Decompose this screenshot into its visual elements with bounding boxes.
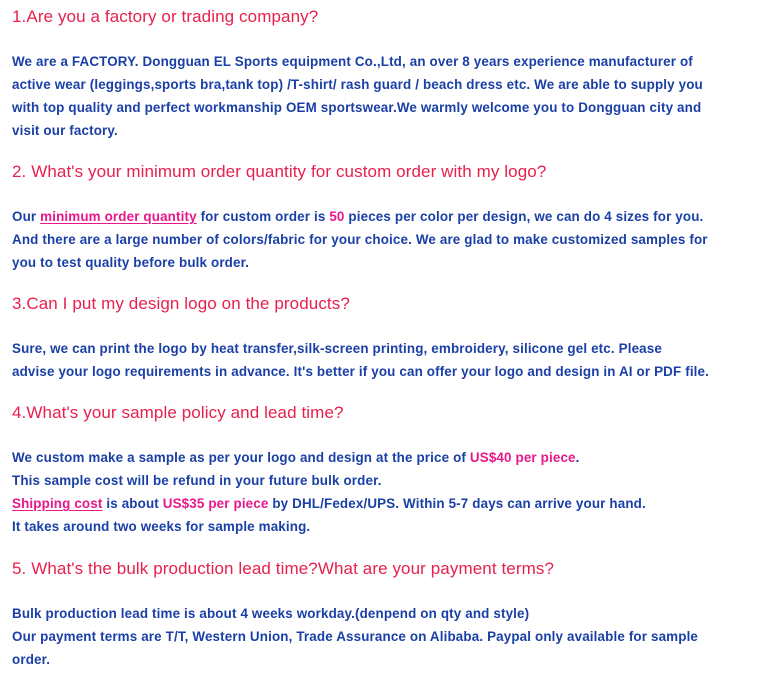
answer-text: by DHL/Fedex/UPS. Within 5-7 days can arrive your hand. — [268, 496, 646, 511]
answer-line: Sure, we can print the logo by heat transfer,silk-screen printing, embroidery, silicone gel etc. Please — [12, 341, 662, 356]
answer-line — [12, 446, 768, 469]
answer-text: We custom make a sample as per your logo and design at the price of — [12, 450, 470, 465]
answer-line: It takes around two weeks for sample making. — [12, 519, 311, 534]
answer-line — [12, 205, 768, 228]
answer-line: Bulk production lead time is about 4 weeks workday.(denpend on qty and style) — [12, 606, 530, 621]
answer-line: advise your logo requirements in advance. It's better if you can offer your logo and design in AI or PDF file. — [12, 364, 710, 379]
faq-question-3: 3.Can I put my design logo on the products? — [12, 294, 350, 313]
answer-line: visit our factory. — [12, 123, 118, 138]
faq-question-2: 2. What's your minimum order quantity for custom order with my logo? — [12, 162, 547, 181]
answer-line: This sample cost will be refund in your future bulk order. — [12, 473, 382, 488]
answer-line — [12, 492, 768, 515]
answer-line: order. — [12, 652, 51, 667]
faq-answer-4 — [12, 446, 768, 538]
answer-line: We are a FACTORY. Dongguan EL Sports equipment Co.,Ltd, an over 8 years experience manufacturer of — [12, 54, 693, 69]
answer-text: for custom order is — [196, 209, 330, 224]
faq-answer-1 — [12, 50, 768, 142]
faq-section — [12, 6, 768, 671]
faq-question-4: 4.What's your sample policy and lead time? — [12, 403, 344, 422]
faq-answer-3 — [12, 337, 768, 383]
faq-question-1: 1.Are you a factory or trading company? — [12, 7, 319, 26]
faq-question-5: 5. What's the bulk production lead time?What are your payment terms? — [12, 559, 555, 578]
minimum-order-quantity-link[interactable]: minimum order quantity — [40, 209, 197, 224]
answer-line: with top quality and perfect workmanship OEM sportswear.We warmly welcome you to Dongguan city and — [12, 100, 702, 115]
faq-answer-2 — [12, 205, 768, 274]
answer-line: you to test quality before bulk order. — [12, 255, 250, 270]
answer-text: pieces per color per design, we can do 4 sizes for you. — [344, 209, 704, 224]
answer-line: active wear (leggings,sports bra,tank top) /T-shirt/ rash guard / beach dress etc. We are able to supply you — [12, 77, 703, 92]
moq-value: 50 — [329, 209, 345, 224]
answer-line: And there are a large number of colors/fabric for your choice. We are glad to make customized samples for — [12, 232, 708, 247]
sample-price: US$40 per piece — [469, 450, 576, 465]
answer-text: is about — [102, 496, 163, 511]
answer-text: . — [575, 450, 580, 465]
shipping-price: US$35 per piece — [162, 496, 269, 511]
answer-text: Our — [12, 209, 41, 224]
answer-line: Our payment terms are T/T, Western Union, Trade Assurance on Alibaba. Paypal only available for sample — [12, 629, 699, 644]
faq-answer-5 — [12, 602, 768, 671]
shipping-cost-link[interactable]: Shipping cost — [12, 496, 103, 511]
